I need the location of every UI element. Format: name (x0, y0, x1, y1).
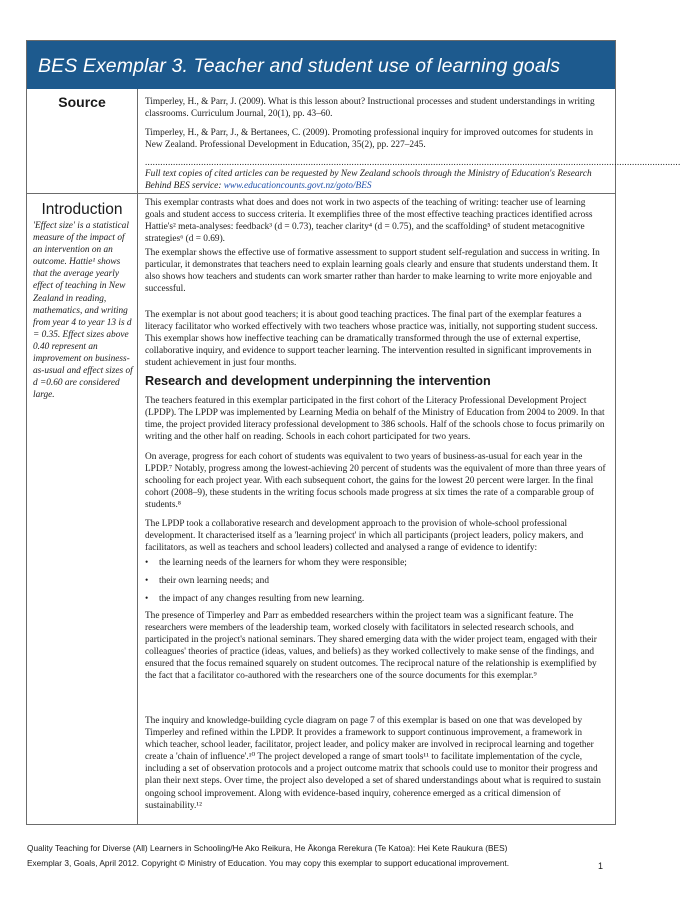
bullet-item (145, 575, 269, 587)
page-number: 1 (598, 861, 604, 871)
research-p1-text: The teachers featured in this exemplar participated in the first cohort of the Literacy Professional Development Project (LPDP). The LPDP was implemented by Learning Media on behalf of the Ministry of Education from 2004 to 2009. In that time, the project provided literacy professional development to 386 schools. Half of the schools chose to focus primarily on writing and the other half on reading. Schools in each cohort participated for two years. (145, 396, 605, 443)
bullet-item (145, 557, 407, 569)
research-paragraph-5 (145, 715, 607, 812)
intro-p2-text: The exemplar shows the effective use of formative assessment to support student self-regulation and success in writing. In particular, it demonstrates that teachers need to explain learning goals clearly and ensure that students understand them. It also shows how teachers and students can work smarter rather than harder to make learning to write more enjoyable and successful. (145, 248, 600, 295)
intro-p3-text: The exemplar is not about good teachers; it is about good teaching practices. The final part of the exemplar features a literacy facilitator who worked effectively with two teachers whose practice was, initially, not supporting student success. This exemplar shows how ineffective teaching can be dramatically transformed through the use of external expertise, collaborative inquiry, and evidence to support teacher learning. The intervention resulted in significant improvements in student achievement in just four months. (145, 310, 598, 369)
column-divider (137, 89, 138, 825)
page-title: BES Exemplar 3. Teacher and student use of learning goals (38, 55, 561, 77)
intro-p1-text: This exemplar contrasts what does and does not work in two aspects of the teaching of writing: teacher use of learning goals and student access to success criteria. It exemplifies three of the most effective teaching practices identified across Hattie's² meta-analyses: feedback³ (d = 0.73), teacher clarity⁴ (d = 0.75), and the scaffolding⁵ of student metacognitive strategies⁶ (d = 0.69). (145, 198, 593, 245)
bullet-text: their own learning needs; and (159, 576, 269, 586)
research-heading: Research and development underpinning the intervention (145, 374, 491, 388)
title-banner (27, 41, 615, 89)
bullet-symbol: • (145, 594, 149, 604)
research-p5-text: The inquiry and knowledge-building cycle diagram on page 7 of this exemplar is based on one that was developed by Timperley and refined within the LPDP. It provides a framework to support continuous improvement, a framework in which teacher, school leader, facilitator, project leader, and policy maker are involved in reciprocal learning and together create a 'chain of influence'.¹⁰ The project developed a range of smart tools¹¹ to facilitate implementation of the cycle, including a set of observation protocols and a project outcome matrix that schools could use to monitor their progress and plan their next steps. Over time, the project also developed a set of shared understandings about what is required to sustain ongoing school improvement. Along with evidence-based inquiry, coherence emerged as a critical dimension of sustainability.¹² (145, 716, 601, 811)
source-ref-1 (145, 96, 607, 120)
footer-line-2: Exemplar 3, Goals, April 2012. Copyright © Ministry of Education. You may copy this exemplar to support educational improvement. (27, 858, 510, 868)
research-p3-text: The LPDP took a collaborative research and development approach to the provision of whole-school professional development. It characterised itself as a 'learning project' in which all participants (project leaders, policy makers, and facilitators, as well as teachers and school leaders) collected and analysed a range of evidence to identify: (145, 519, 584, 554)
bes-link[interactable]: www.educationcounts.govt.nz/goto/BES (223, 181, 372, 192)
introduction-label: Introduction (41, 201, 123, 218)
footer-line-1: Quality Teaching for Diverse (All) Learners in Schooling/He Ako Reikura, He Ākonga Rerekura (Te Katoa): Hei Kete Raukura (BES) (27, 843, 508, 853)
research-p4-text: The presence of Timperley and Parr as embedded researchers within the project team was a significant feature. The researchers were members of the leadership team, worked closely with facilitators in selected research schools, and participated in the project's national seminars. They shared emerging data with the wider project team, engaged with their colleagues' theories of practice (ideas, values, and beliefs) as they worked collectively to make sense of the findings, and ensured that the focus remained squarely on student outcomes. The reciprocal nature of the relationship is exemplified by the fact that a facilitator co-authored with the researchers one of the source documents for this exemplar.⁹ (145, 611, 597, 682)
bullet-item (145, 593, 364, 605)
research-paragraph-2 (145, 451, 607, 511)
intro-paragraph-3 (145, 309, 607, 369)
intro-paragraph-2 (145, 247, 607, 295)
source-label: Source (58, 94, 106, 110)
effect-size-sidenote: 'Effect size' is a statistical measure of the impact of an intervention on an outcome. Hattie¹ shows that the average yearly effect of teaching in New Zealand in reading, mathematics, and writing from year 4 to year 13 is d = 0.35. Effect sizes above 0.40 represent an improvement on business-as-usual and effect sizes of d =0.60 are considered large. (33, 221, 133, 401)
research-paragraph-3 (145, 518, 607, 554)
bullet-symbol: • (145, 576, 149, 586)
intro-paragraph-1 (145, 197, 607, 245)
research-paragraph-4 (145, 610, 607, 683)
section-divider-source (27, 193, 615, 194)
source-ref-2-text: Timperley, H., & Parr, J., & Bertanees, C. (2009). Promoting professional inquiry for improved outcomes for students in New Zealand. Professional Development in Education, 35(2), pp. 227–245. (145, 128, 593, 151)
bullet-text: the impact of any changes resulting from new learning. (159, 594, 365, 604)
source-ref-1-text: Timperley, H., & Parr, J. (2009). What is this lesson about? Instructional processes and student understandings in writing classrooms. Curriculum Journal, 20(1), pp. 43–60. (145, 97, 595, 120)
bullet-symbol: • (145, 558, 149, 568)
bullet-text: the learning needs of the learners for whom they were responsible; (159, 558, 407, 568)
fulltext-note (145, 168, 607, 192)
research-p2-text: On average, progress for each cohort of students was equivalent to two years of business-as-usual for each year in the LPDP.⁷ Notably, progress among the lowest-achieving 20 percent of students was the equivalent of more than three years of schooling for each project year. With each subsequent cohort, the gains for the lowest 20 percent were larger. In the final cohort (2008–9), these students in the writing focus schools made progress at six times the rate of a comparable group of students.⁸ (145, 452, 606, 511)
research-paragraph-1 (145, 395, 607, 443)
dotted-separator: .................................................................................................................................................................................................................. (145, 157, 681, 167)
source-ref-2 (145, 127, 607, 151)
fulltext-note-text: Full text copies of cited articles can be requested by New Zealand schools through the Ministry of Education's Research Behind BES service: (145, 169, 592, 192)
